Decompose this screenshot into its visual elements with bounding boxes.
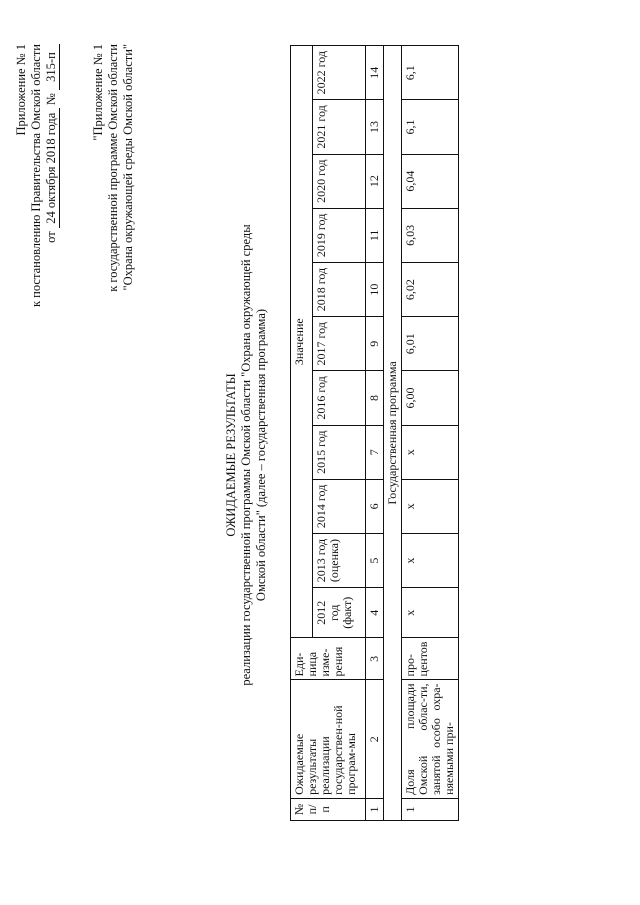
row-value: 6,03 [402,208,459,262]
annex2-line3: "Охрана окружающей среды Омской области" [121,44,135,291]
title-line3: Омской области" (далее – государственная программа) [254,308,268,602]
row-value: 6,00 [402,371,459,425]
annex-block [14,44,60,344]
annex-title: Приложение № 1 [14,44,28,136]
header-year: 2015 год [312,425,365,479]
header-year: 2022 год [312,46,365,100]
column-number: 3 [366,638,384,680]
column-number: 6 [366,479,384,533]
header-year: 2021 год [312,100,365,154]
row-value: 6,02 [402,262,459,316]
results-table [290,45,459,821]
header-year: 2016 год [312,371,365,425]
annex-num-sign: № [44,93,58,106]
annex2-line2: к государственной программе Омской области [106,44,120,292]
row-value: 6,1 [402,46,459,100]
annex-line2: к постановлению Правительства Омской области [29,44,43,308]
annex-date-line [44,44,60,344]
row-num: 1 [402,798,459,820]
row-value: 6,01 [402,317,459,371]
header-year: 2018 год [312,262,365,316]
title-line2: реализации государственной программы Омской области "Охрана окружающей среды [239,224,253,686]
header-year: 2013 год (оценка) [312,533,365,587]
annex-number: 315-п [44,44,60,90]
header-year: 2014 год [312,479,365,533]
row-unit: про-центов [402,638,459,680]
column-number: 8 [366,371,384,425]
title-line1: ОЖИДАЕМЫЕ РЕЗУЛЬТАТЫ [224,373,238,537]
column-number: 14 [366,46,384,100]
document-title [224,45,269,865]
column-number: 9 [366,317,384,371]
header-year: 2020 год [312,154,365,208]
row-value: x [402,588,459,638]
column-number: 5 [366,533,384,587]
column-number-row [366,46,384,821]
column-number: 12 [366,154,384,208]
header-year: 2012 год (факт) [312,588,365,638]
column-number: 11 [366,208,384,262]
section-row [384,46,402,821]
row-value: x [402,479,459,533]
header-unit: Еди-ница изме-рения [291,638,366,680]
column-number: 1 [366,798,384,820]
table-row [402,46,459,821]
column-number: 10 [366,262,384,316]
column-number: 13 [366,100,384,154]
header-year: 2017 год [312,317,365,371]
annex-ot: от [44,231,58,243]
annex2-title: "Приложение № 1 [91,44,105,141]
row-result: Доля площади Омской облас-ти, занятой особо охра-няемыми при- [402,680,459,798]
header-value-group: Значение [291,46,313,638]
row-value: 6,1 [402,100,459,154]
row-value: x [402,533,459,587]
section-title: Государственная программа [384,46,402,821]
header-num: № п/п [291,798,366,820]
row-value: 6,04 [402,154,459,208]
column-number: 2 [366,680,384,798]
annex-date: 24 октября 2018 года [44,108,60,228]
column-number: 7 [366,425,384,479]
column-number: 4 [366,588,384,638]
annex2-block [91,44,136,374]
header-year: 2019 год [312,208,365,262]
header-row-1 [291,46,313,821]
header-results: Ожидаемые результаты реализации государствен-ной програм-мы [291,680,366,798]
row-value: x [402,425,459,479]
